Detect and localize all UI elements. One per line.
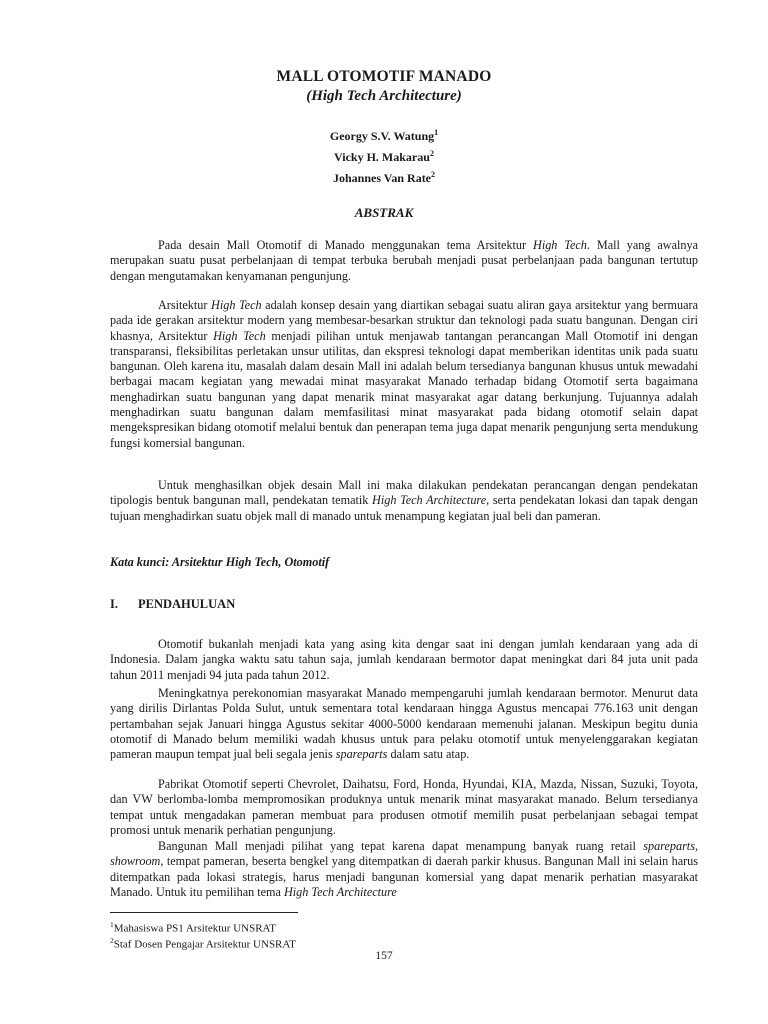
footnote-separator (110, 912, 298, 913)
author-2: Vicky H. Makarau$^2$ (334, 149, 434, 164)
abstract-paragraph-3: Untuk menghasilkan objek desain Mall ini maka dilakukan pendekatan perancangan dengan pendekatan tipologis bentuk bangunan mall, pendekatan tematik High Tech Architecture, serta pendekatan lokasi dan tapak dengan tujuan menghadirkan suatu objek mall di manado untuk menampung kegiatan jual beli dan pameran. (110, 478, 699, 523)
abstract-paragraph-2: Arsitektur High Tech adalah konsep desain yang diartikan sebagai suatu aliran gaya arsitektur yang bermuara pada ide gerakan arsitektur modern yang membesar-besarkan struktur dan teknologi pada suatu bangunan. Dengan ciri khasnya, Arsitektur High Tech menjadi pilihan untuk menjawab tantangan perancangan Mall Otomotif ini dengan transparansi, fleksibilitas perletakan unsur utilitas, dan ekspresi teknologi dapat memberikan identitas unik pada suatu bangunan. Oleh karena itu, masalah dalam desain Mall ini adalah belum tersedianya bangunan khusus untuk mewadahi berbagai macam kegiatan yang mewadai minat masyarakat Manado terhadap bidang Otomotif serta bagaimana menghadirkan suatu bangunan yang dapat menarik minat masyarakat agar datang berkunjung. Tujuannya adalah menghadirkan suatu bangunan dalam memfasilitasi minat masyarakat pada bidang otomotif selain dapat mengekspresikan bidang otomotif melalui bentuk dan penerapan tema juga dapat menarik pengunjung serta mendukung fungsi komersial bangunan. (110, 298, 698, 450)
abstract-paragraph-1: Pada desain Mall Otomotif di Manado menggunakan tema Arsitektur High Tech. Mall yang awalnya merupakan suatu pusat perbelanjaan di tempat terbuka berubah menjadi pusat perbelanjaan pada bangunan tertutup dengan mengutamakan kenyamanan pengunjung. (110, 238, 699, 283)
author-3: Johannes Van Rate$^2$ (332, 170, 436, 185)
paper-subtitle: (High Tech Architecture) (306, 88, 462, 104)
page-number: 157 (375, 950, 393, 962)
intro-paragraph-2: Meningkatnya perekonomian masyarakat Manado mempengaruhi jumlah kendaraan bermotor. Menurut data yang dirilis Dirlantas Polda Sulut, untuk sementara total kendaraan hingga Agustus mencapai 776.163 unit dengan pertambahan sejak Januari hingga Agustus sekitar 4000-5000 kendaraan memenuhi jalanan. Meskipun begitu dunia otomotif di Manado belum memiliki wadah khusus untuk para pelaku otomotif untuk menyelenggarakan kegiatan pameran maupun tempat jual beli segala jenis spareparts dalam satu atap. (110, 686, 698, 762)
author-list (0, 124, 768, 187)
section-heading: I. PENDAHULUAN (110, 597, 236, 611)
intro-paragraph-3: Pabrikat Otomotif seperti Chevrolet, Daihatsu, Ford, Honda, Hyundai, KIA, Mazda, Nissan, Suzuki, Toyota, dan VW berlomba-lomba mempromosikan produknya untuk menarik minat masyarakat manado. Belum tersedianya tempat untuk mengadakan pameran membuat para produsen otmotif memilih pusat perbelanjaan sebagai tempat promosi untuk menarik perhatian pengunjung. (110, 777, 698, 837)
footnote-1: $^1$Mahasiswa PS1 Arsitektur UNSRAT (110, 920, 277, 935)
abstract-heading: ABSTRAK (354, 205, 414, 220)
paper-title: MALL OTOMOTIF MANADO (276, 68, 492, 85)
keywords: Kata kunci: Arsitektur High Tech, Otomotif (110, 555, 330, 569)
intro-paragraph-1: Otomotif bukanlah menjadi kata yang asing kita dengar saat ini dengan jumlah kendaraan yang ada di Indonesia. Dalam jangka waktu satu tahun saja, jumlah kendaraan bermotor dapat meningkat dari 84 juta unit pada tahun 2011 menjadi 94 juta pada tahun 2012. (110, 637, 698, 682)
footnote-2: $^2$Staf Dosen Pengajar Arsitektur UNSRAT (110, 936, 296, 951)
author-1: Georgy S.V. Watung$^1$ (329, 128, 439, 143)
intro-paragraph-4: Bangunan Mall menjadi pilihat yang tepat karena dapat menampung banyak ruang retail spareparts, showroom, tempat pameran, beserta bengkel yang ditempatkan di daerah parkir khusus. Bangunan Mall ini selain harus ditempatkan pada lokasi strategis, harus menjadi bangunan komersial yang dapat menarik perhatian masyarakat Manado. Untuk itu pemilihan tema High Tech Architecture (110, 839, 698, 899)
